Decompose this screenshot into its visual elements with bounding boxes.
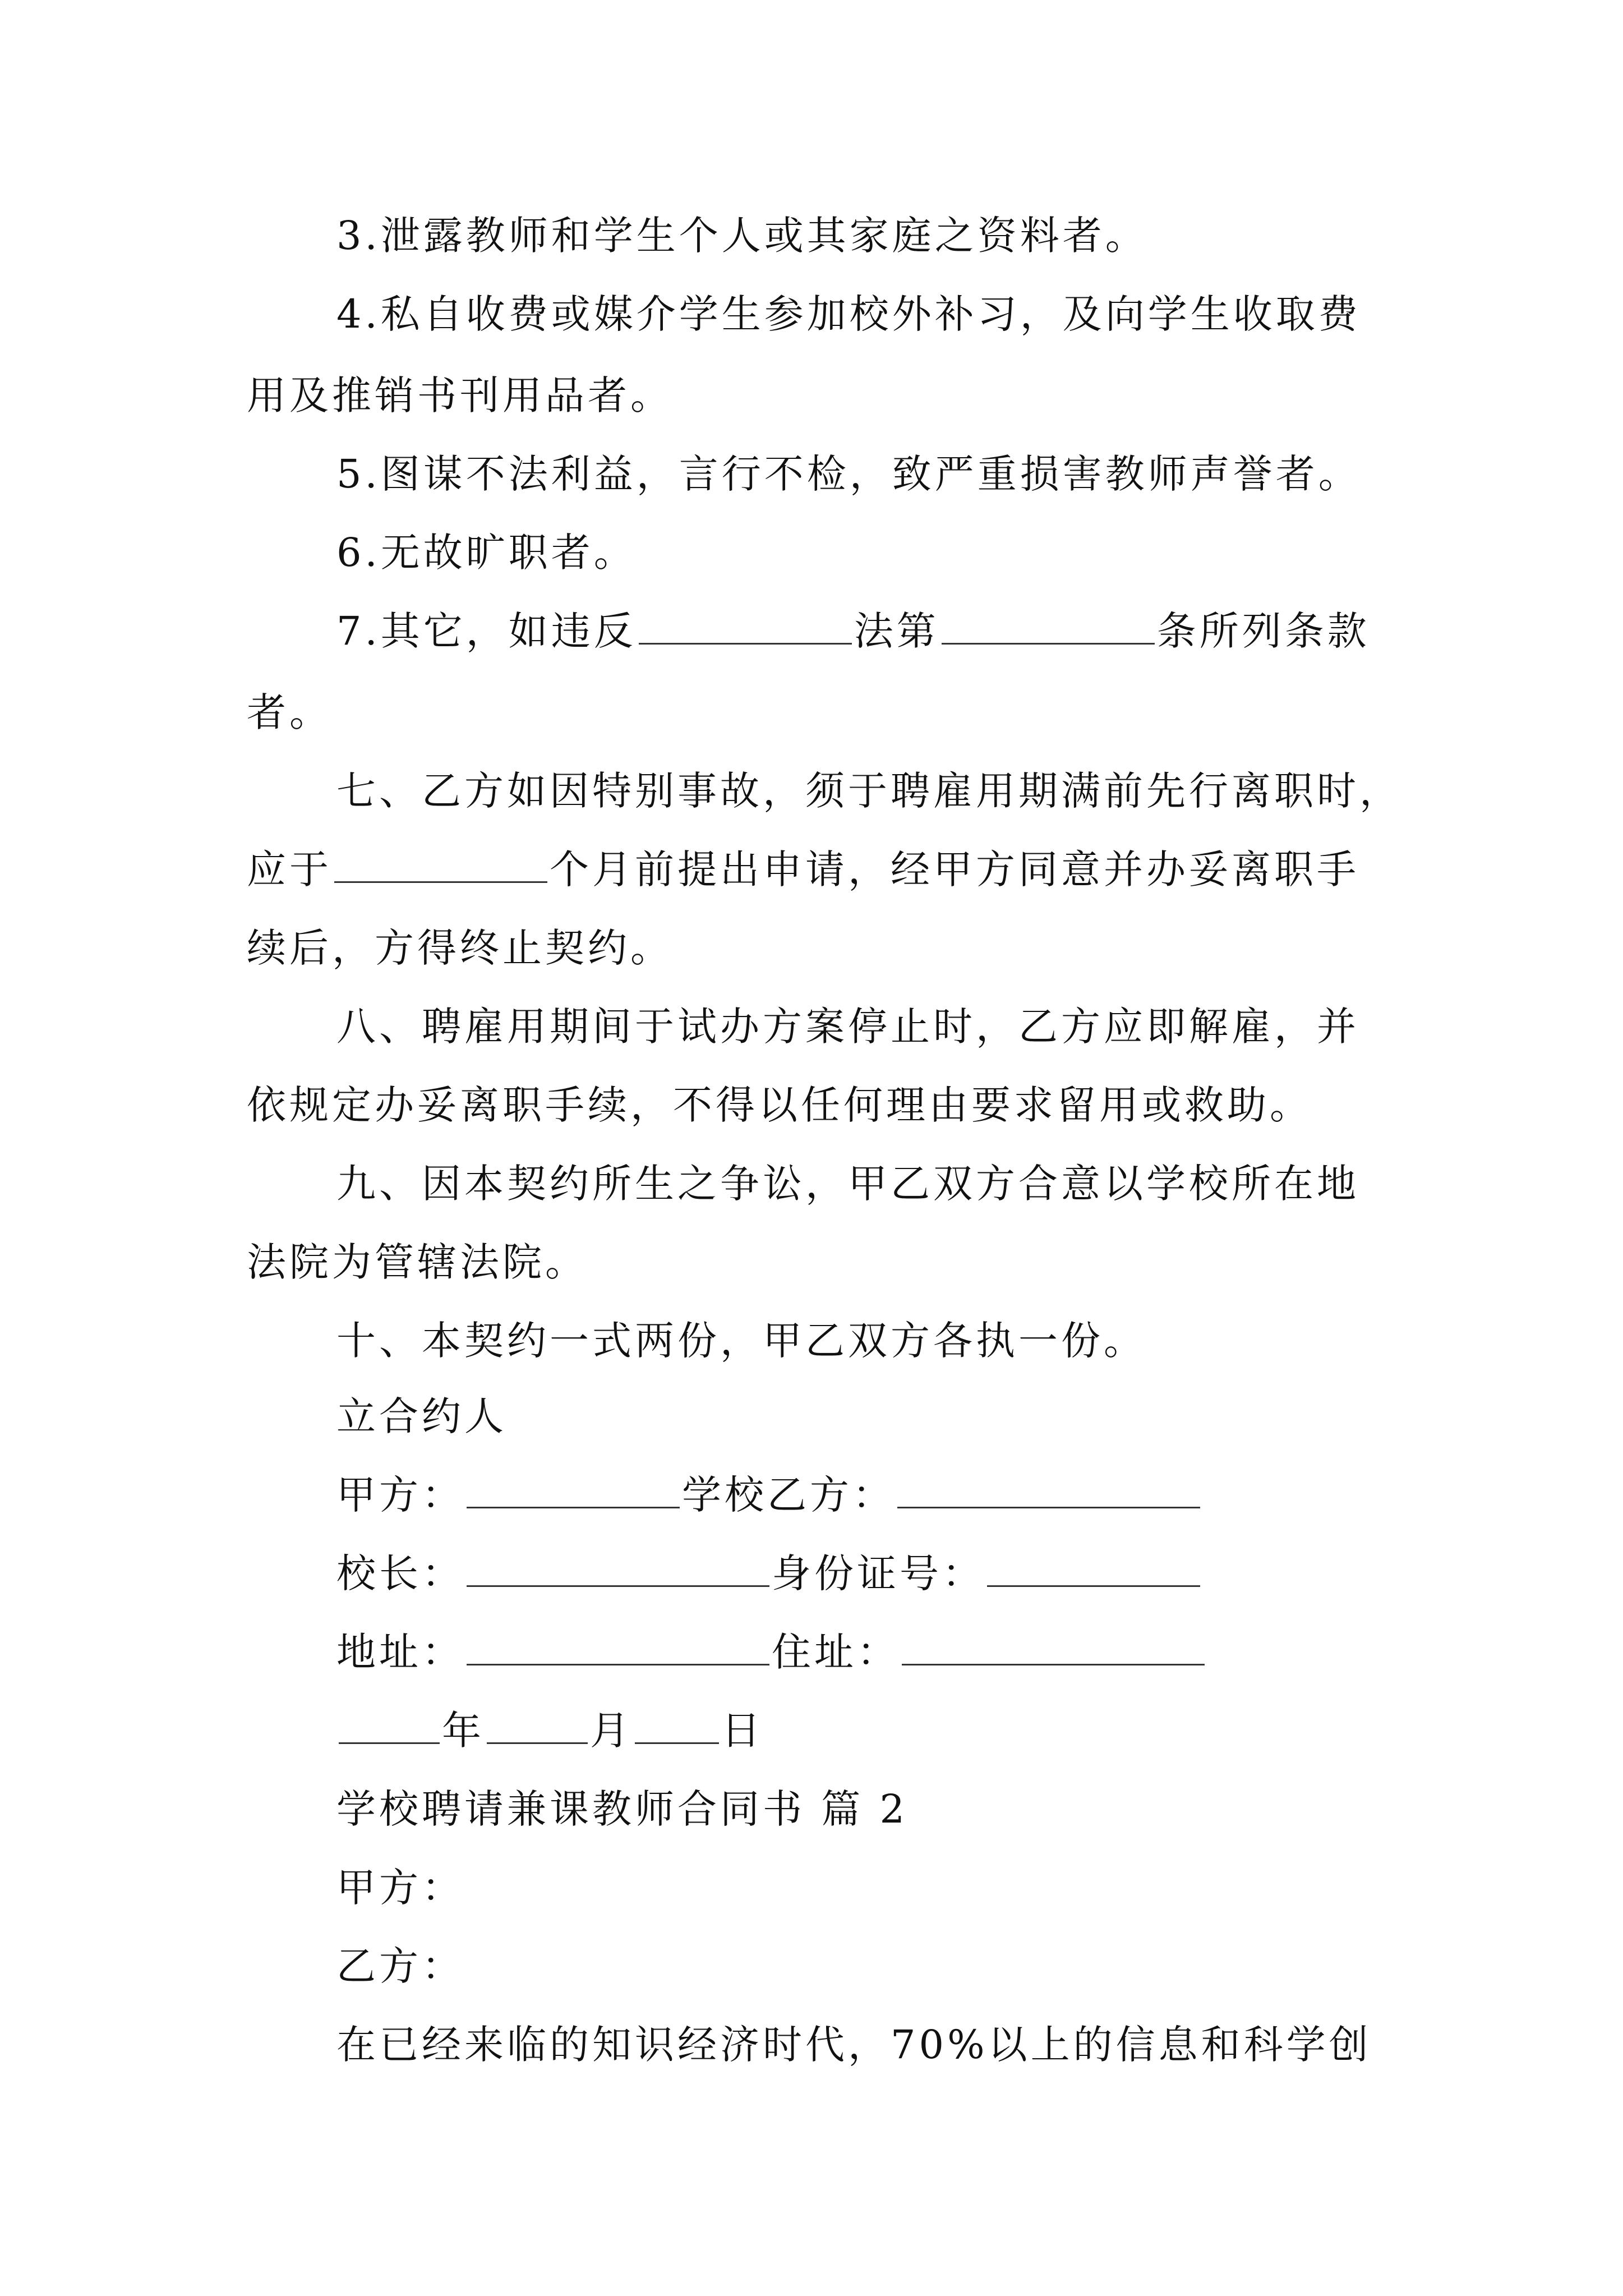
- address-blank[interactable]: [467, 1625, 769, 1665]
- party-a-blank[interactable]: [467, 1467, 680, 1508]
- party-b-blank[interactable]: [897, 1467, 1200, 1508]
- party-row: [336, 1467, 1202, 1523]
- address-label: 地址：: [336, 1629, 464, 1675]
- article-7-line1: 七、乙方如因特别事故，须于聘雇用期满前先行离职时，: [336, 768, 1402, 814]
- article-number-blank[interactable]: [942, 604, 1155, 645]
- article-9-line1: 九、因本契约所生之争讼，甲乙双方合意以学校所在地: [336, 1161, 1359, 1207]
- clause-item-7-suffix: 条所列条款: [1156, 608, 1370, 654]
- year-blank[interactable]: [339, 1703, 440, 1744]
- notice-months-blank[interactable]: [334, 842, 547, 883]
- party-a-2: 甲方：: [336, 1865, 464, 1911]
- clause-item-4-line1: 4.私自收费或媒介学生参加校外补习，及向学生收取费: [336, 291, 1361, 337]
- residence-label: 住址：: [772, 1629, 900, 1675]
- principal-blank[interactable]: [467, 1546, 769, 1587]
- date-row: [336, 1703, 764, 1759]
- article-9-line2: 法院为管辖法院。: [247, 1239, 588, 1285]
- party-a-label: 甲方：: [336, 1472, 464, 1518]
- school-party-b-label: 学校乙方：: [682, 1472, 895, 1518]
- article-7-line2: [247, 841, 1359, 898]
- clause-item-7-line2: 者。: [247, 689, 332, 735]
- law-name-blank[interactable]: [639, 604, 852, 645]
- article-8-line2: 依规定办妥离职手续，不得以任何理由要求留用或救助。: [247, 1082, 1312, 1128]
- party-b-2: 乙方：: [336, 1943, 464, 1989]
- month-blank[interactable]: [487, 1703, 588, 1744]
- day-blank[interactable]: [635, 1703, 719, 1744]
- id-number-blank[interactable]: [987, 1546, 1200, 1587]
- principal-label: 校长：: [336, 1550, 464, 1596]
- intro-paragraph: 在已经来临的知识经济时代，70%以上的信息和科学创: [336, 2022, 1372, 2068]
- address-row: [336, 1624, 1207, 1680]
- section-2-title: 学校聘请兼课教师合同书 篇 2: [336, 1786, 909, 1832]
- article-7-suffix: 个月前提出申请，经甲方同意并办妥离职手: [550, 846, 1359, 892]
- clause-item-6: 6.无故旷职者。: [336, 530, 637, 576]
- clause-item-4-line2: 用及推销书刊用品者。: [247, 372, 673, 418]
- article-7-line3: 续后，方得终止契约。: [247, 925, 673, 971]
- article-10: 十、本契约一式两份，甲乙双方各执一份。: [336, 1318, 1146, 1364]
- id-number-label: 身份证号：: [772, 1550, 985, 1596]
- year-label: 年: [442, 1708, 485, 1754]
- article-7-prefix: 应于: [247, 846, 332, 892]
- clause-item-7-mid: 法第: [854, 608, 939, 654]
- clause-item-7-line1: [336, 603, 1370, 659]
- clause-item-5: 5.图谋不法利益，言行不检，致严重损害教师声誉者。: [336, 451, 1361, 497]
- principal-row: [336, 1545, 1202, 1602]
- clause-item-7-prefix: 7.其它，如违反: [336, 608, 637, 654]
- day-label: 日: [721, 1708, 764, 1754]
- signatories-title: 立合约人: [336, 1393, 507, 1439]
- month-label: 月: [590, 1708, 633, 1754]
- article-8-line1: 八、聘雇用期间于试办方案停止时，乙方应即解雇，并: [336, 1004, 1359, 1050]
- clause-item-3: 3.泄露教师和学生个人或其家庭之资料者。: [336, 213, 1148, 259]
- residence-blank[interactable]: [902, 1625, 1205, 1665]
